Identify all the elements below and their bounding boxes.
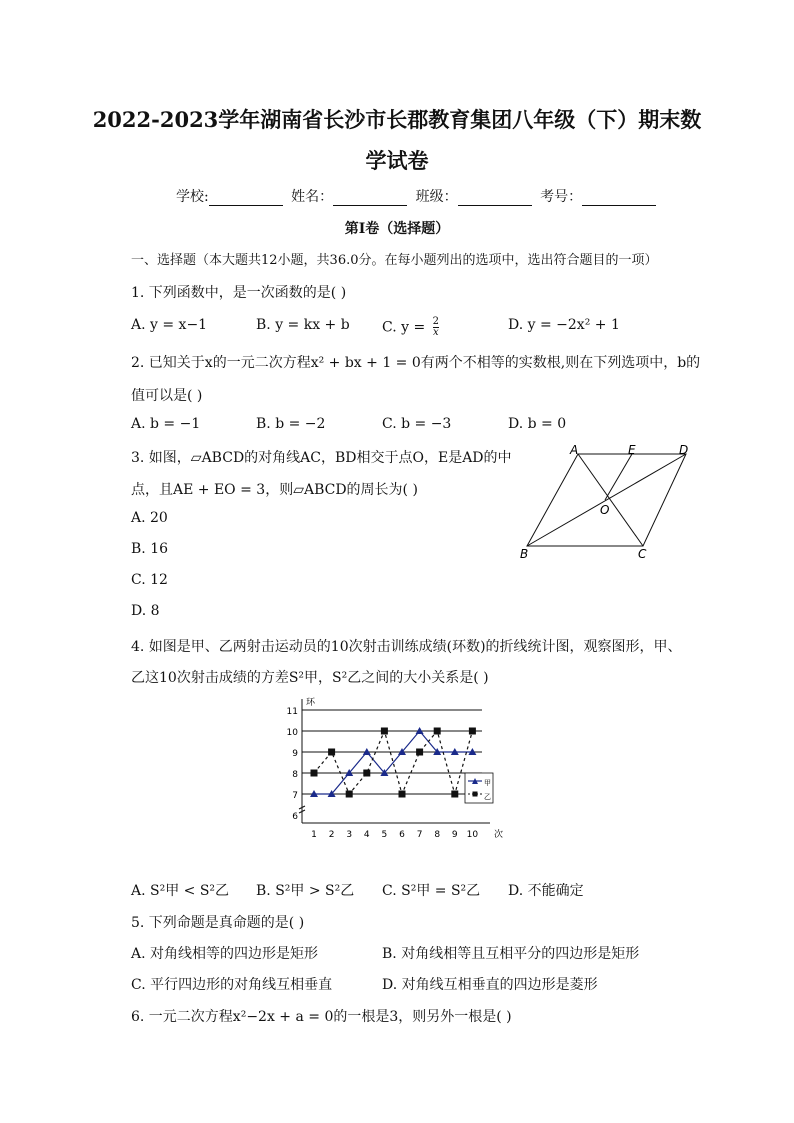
school-label: 学校: xyxy=(176,189,209,205)
series-2-point xyxy=(451,791,458,798)
q1-option-a: A. y = x−1 xyxy=(131,317,208,333)
q5-option-b: B. 对角线相等且互相平分的四边形是矩形 xyxy=(382,946,640,962)
diagonal-ac xyxy=(578,454,643,546)
q2-stem: 2. 已知关于x的一元二次方程x² + bx + 1 = 0有两个不相等的实数根,则在下列选项中，b的 xyxy=(131,355,701,371)
x-tick-label: 10 xyxy=(466,830,479,840)
q1-option-c-fraction xyxy=(433,317,439,338)
q1-option-b: B. y = kx + b xyxy=(256,317,350,333)
q5-option-a: A. 对角线相等的四边形是矩形 xyxy=(131,946,319,962)
chart-axes xyxy=(287,697,503,840)
q1-stem: 1. 下列函数中，是一次函数的是( ) xyxy=(131,285,347,301)
point-e-label: E xyxy=(628,443,636,457)
series-2-point xyxy=(469,728,476,735)
series-2-point xyxy=(381,728,388,735)
q5-stem: 5. 下列命题是真命题的是( ) xyxy=(131,915,305,931)
chart-legend xyxy=(465,773,493,803)
x-tick-label: 6 xyxy=(399,830,405,840)
q4-option-d: D. 不能确定 xyxy=(508,883,584,899)
q3-stem-cont: 点，且AE + EO = 3，则▱ABCD的周长为( ) xyxy=(131,482,418,498)
exam-title-line2: 学试卷 xyxy=(365,148,429,173)
q2-option-b: B. b = −2 xyxy=(256,416,326,432)
series-2-point xyxy=(363,770,370,777)
series-2-point xyxy=(416,749,423,756)
y-tick-label: 6 xyxy=(292,812,298,822)
q4-option-b: B. S²甲 > S²乙 xyxy=(256,883,355,899)
q3-stem: 3. 如图，▱ABCD的对角线AC，BD相交于点O，E是AD的中 xyxy=(131,450,512,466)
q5-option-c: C. 平行四边形的对角线互相垂直 xyxy=(131,977,333,993)
q2-option-a: A. b = −1 xyxy=(131,416,201,432)
y-axis-label: 环 xyxy=(306,698,316,708)
section-instruction: 一、选择题（本大题共12小题，共36.0分。在每小题列出的选项中，选出符合题目的一项） xyxy=(131,253,658,268)
fraction-numerator: 2 xyxy=(432,316,440,327)
series-2-point xyxy=(328,749,335,756)
diagonal-bd xyxy=(527,454,686,546)
q4-option-c: C. S²甲 = S²乙 xyxy=(382,883,481,899)
fraction-denominator: x xyxy=(433,327,439,338)
q2-option-c: C. b = −3 xyxy=(382,416,452,432)
q1-option-c xyxy=(382,317,439,338)
y-tick-label: 11 xyxy=(286,707,298,717)
chart-series xyxy=(310,727,476,798)
legend-label-1: 甲 xyxy=(484,779,491,787)
x-tick-label: 7 xyxy=(416,830,423,840)
name-blank xyxy=(333,191,407,206)
q4-option-a: A. S²甲 < S²乙 xyxy=(131,883,230,899)
y-tick-label: 9 xyxy=(292,749,298,759)
q5-option-d: D. 对角线互相垂直的四边形是菱形 xyxy=(382,977,598,993)
series-2-point xyxy=(434,728,441,735)
series-2-point xyxy=(311,770,318,777)
x-tick-label: 5 xyxy=(381,830,388,840)
x-tick-label: 1 xyxy=(311,830,317,840)
q1-option-c-prefix: C. y = xyxy=(382,319,426,336)
series-2-point xyxy=(346,791,353,798)
number-label: 考号： xyxy=(540,189,583,205)
point-d-label: D xyxy=(679,443,689,457)
x-tick-label: 8 xyxy=(434,830,441,840)
name-label: 姓名： xyxy=(291,189,334,205)
x-tick-label: 4 xyxy=(363,830,370,840)
y-tick-label: 7 xyxy=(292,791,298,801)
legend-marker-2 xyxy=(473,792,478,797)
point-c-label: C xyxy=(638,547,647,561)
x-axis-label: 次 xyxy=(494,830,504,840)
series-2-point xyxy=(399,791,406,798)
q2-stem-cont: 值可以是( ) xyxy=(131,388,203,404)
q4-stem-cont: 乙这10次射击成绩的方差S²甲，S²乙之间的大小关系是( ) xyxy=(131,670,489,686)
series-line-1 xyxy=(314,731,472,794)
class-blank xyxy=(458,191,532,206)
x-tick-label: 2 xyxy=(328,830,335,840)
point-b-label: B xyxy=(520,547,529,561)
q3-option-d: D. 8 xyxy=(131,603,160,619)
exam-title-line1: 2022-2023学年湖南省长沙市长郡教育集团八年级（下）期末数 xyxy=(92,107,702,132)
number-blank xyxy=(582,191,656,206)
section-title: 第I卷（选择题） xyxy=(344,221,450,237)
q1-option-d: D. y = −2x² + 1 xyxy=(508,317,620,333)
shooting-score-chart xyxy=(280,695,510,845)
school-blank xyxy=(209,191,283,206)
parallelogram-figure xyxy=(515,442,700,562)
x-tick-label: 3 xyxy=(346,830,353,840)
y-tick-label: 8 xyxy=(292,770,298,780)
q3-option-a: A. 20 xyxy=(131,510,168,526)
q6-stem: 6. 一元二次方程x²−2x + a = 0的一根是3，则另外一根是( ) xyxy=(131,1009,512,1025)
x-tick-label: 9 xyxy=(451,830,458,840)
q2-option-d: D. b = 0 xyxy=(508,416,567,432)
q3-option-b: B. 16 xyxy=(131,541,169,557)
q4-stem: 4. 如图是甲、乙两射击运动员的10次射击训练成绩(环数)的折线统计图，观察图形，甲、 xyxy=(131,639,682,655)
point-a-label: A xyxy=(570,443,579,457)
legend-label-2: 乙 xyxy=(484,793,491,801)
point-o-label: O xyxy=(600,503,610,517)
student-info-row xyxy=(176,186,660,206)
class-label: 班级： xyxy=(415,189,458,205)
q3-option-c: C. 12 xyxy=(131,572,168,588)
y-tick-label: 10 xyxy=(286,728,298,738)
